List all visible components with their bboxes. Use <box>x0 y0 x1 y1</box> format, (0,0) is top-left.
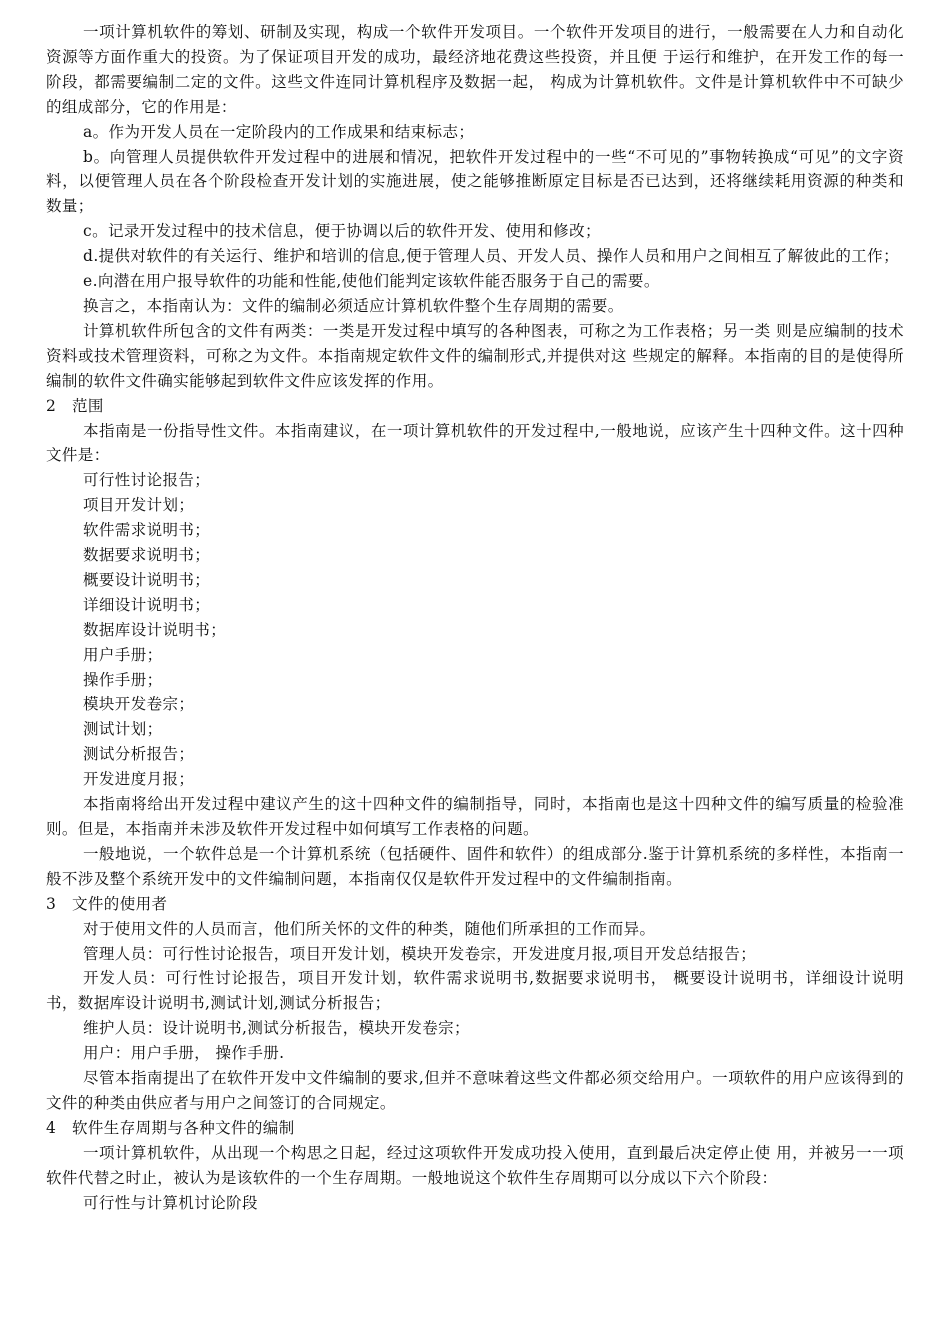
lifecycle-paragraph: 一项计算机软件，从出现一个构思之日起，经过这项软件开发成功投入使用，直到最后决定停止使 用，并被另一一项软件代替之时止，被认为是该软件的一个生存周期。一般地说这个软件生存周期可以分成以下六个阶段： <box>46 1143 904 1187</box>
section-4-number: 4 <box>46 1118 57 1137</box>
document-types-paragraph: 计算机软件所包含的文件有两类：一类是开发过程中填写的各种图表，可称之为工作表格；另一类 则是应编制的技术资料或技术管理资料，可称之为文件。本指南规定软件文件的编制形式,并提供对这 些规定的解释。本指南的目的是使得所编制的软件文件确实能够起到软件文件应该发挥的作用。 <box>46 321 904 390</box>
users-intro-paragraph: 对于使用文件的人员而言，他们所关怀的文件的种类，随他们所承担的工作而异。 <box>83 919 656 938</box>
section-4-heading <box>46 1116 904 1141</box>
section-3-title: 文件的使用者 <box>72 894 168 913</box>
contract-paragraph: 尽管本指南提出了在软件开发中文件编制的要求,但并不意味着这些文件都必须交给用户。一项软件的用户应该得到的文件的种类由供应者与用户之间签订的合同规定。 <box>46 1069 904 1112</box>
section-3-number: 3 <box>46 894 57 913</box>
summary-paragraph: 换言之，本指南认为：文件的编制必须适应计算机软件整个生存周期的需要。 <box>83 296 624 315</box>
end-users-paragraph: 用户：用户手册， 操作手册. <box>83 1044 285 1063</box>
managers-paragraph: 管理人员：可行性讨论报告，项目开发计划，模块开发卷宗，开发进度月报,项目开发总结报告； <box>83 944 757 963</box>
list-item: 用户手册； <box>83 645 163 664</box>
list-item: 测试计划； <box>83 720 163 739</box>
purpose-item-c: c。记录开发过程中的技术信息，便于协调以后的软件开发、使用和修改； <box>83 222 601 241</box>
document-list <box>46 468 904 792</box>
scope-paragraph: 本指南是一份指导性文件。本指南建议，在一项计算机软件的开发过程中,一般地说，应该产生十四种文件。这十四种文件是： <box>46 421 904 465</box>
maintainers-paragraph: 维护人员：设计说明书,测试分析报告，模块开发卷宗； <box>83 1019 470 1038</box>
list-item: 数据要求说明书； <box>83 546 211 565</box>
purpose-item-d: d.提供对软件的有关运行、维护和培训的信息,便于管理人员、开发人员、操作人员和用户之间相互了解彼此的工作； <box>83 247 899 266</box>
section-2-title: 范围 <box>72 396 104 415</box>
list-item: 数据库设计说明书； <box>83 620 227 639</box>
section-2-number: 2 <box>46 396 57 415</box>
purpose-item-a: a。作为开发人员在一定阶段内的工作成果和结束标志； <box>83 122 475 141</box>
section-3-heading <box>46 892 904 917</box>
list-item: 详细设计说明书； <box>83 595 211 614</box>
developers-paragraph: 开发人员：可行性讨论报告，项目开发计划，软件需求说明书,数据要求说明书， 概要设计说明书，详细设计说明书，数据库设计说明书,测试计划,测试分析报告； <box>46 969 904 1013</box>
intro-paragraph: 一项计算机软件的筹划、研制及实现，构成一个软件开发项目。一个软件开发项目的进行，一般需要在人力和自动化资源等方面作重大的投资。为了保证项目开发的成功，最经济地花费这些投资，并且便 于运行和维护，在开发工作的每一阶段，都需要编制二定的文件。这些文件连同计算机程序及数据一起， 构成为计算机软件。文件是计算机软件中不可缺少的组成部分，它的作用是： <box>46 23 904 116</box>
list-item: 软件需求说明书； <box>83 521 211 540</box>
list-item: 开发进度月报； <box>83 770 195 789</box>
list-item: 模块开发卷宗； <box>83 695 195 714</box>
stage-item: 可行性与计算机讨论阶段 <box>83 1193 258 1212</box>
section-2-heading <box>46 394 904 419</box>
list-item: 测试分析报告； <box>83 745 195 764</box>
system-paragraph: 一般地说，一个软件总是一个计算机系统（包括硬件、固件和软件）的组成部分.鉴于计算机系统的多样性，本指南一般不涉及整个系统开发中的文件编制问题，本指南仅仅是软件开发过程中的文件编制指南。 <box>46 844 904 888</box>
list-item: 可行性讨论报告； <box>83 471 211 490</box>
guide-paragraph: 本指南将给出开发过程中建议产生的这十四种文件的编制指导，同时，本指南也是这十四种文件的编写质量的检验准则。但是，本指南并未涉及软件开发过程中如何填写工作表格的问题。 <box>46 795 904 838</box>
list-item: 项目开发计划； <box>83 496 195 515</box>
section-4-title: 软件生存周期与各种文件的编制 <box>72 1118 295 1137</box>
purpose-item-e: e.向潜在用户报导软件的功能和性能,使他们能判定该软件能否服务于自己的需要。 <box>83 272 660 291</box>
purpose-item-b: b。向管理人员提供软件开发过程中的进展和情况，把软件开发过程中的一些“不可见的”事物转换成“可见”的文字资料，以便管理人员在各个阶段检查开发计划的实施进展，使之能够推断原定目标是否已达到，还将继续耗用资源的种类和数量； <box>46 147 904 216</box>
list-item: 概要设计说明书； <box>83 570 211 589</box>
list-item: 操作手册； <box>83 670 163 689</box>
